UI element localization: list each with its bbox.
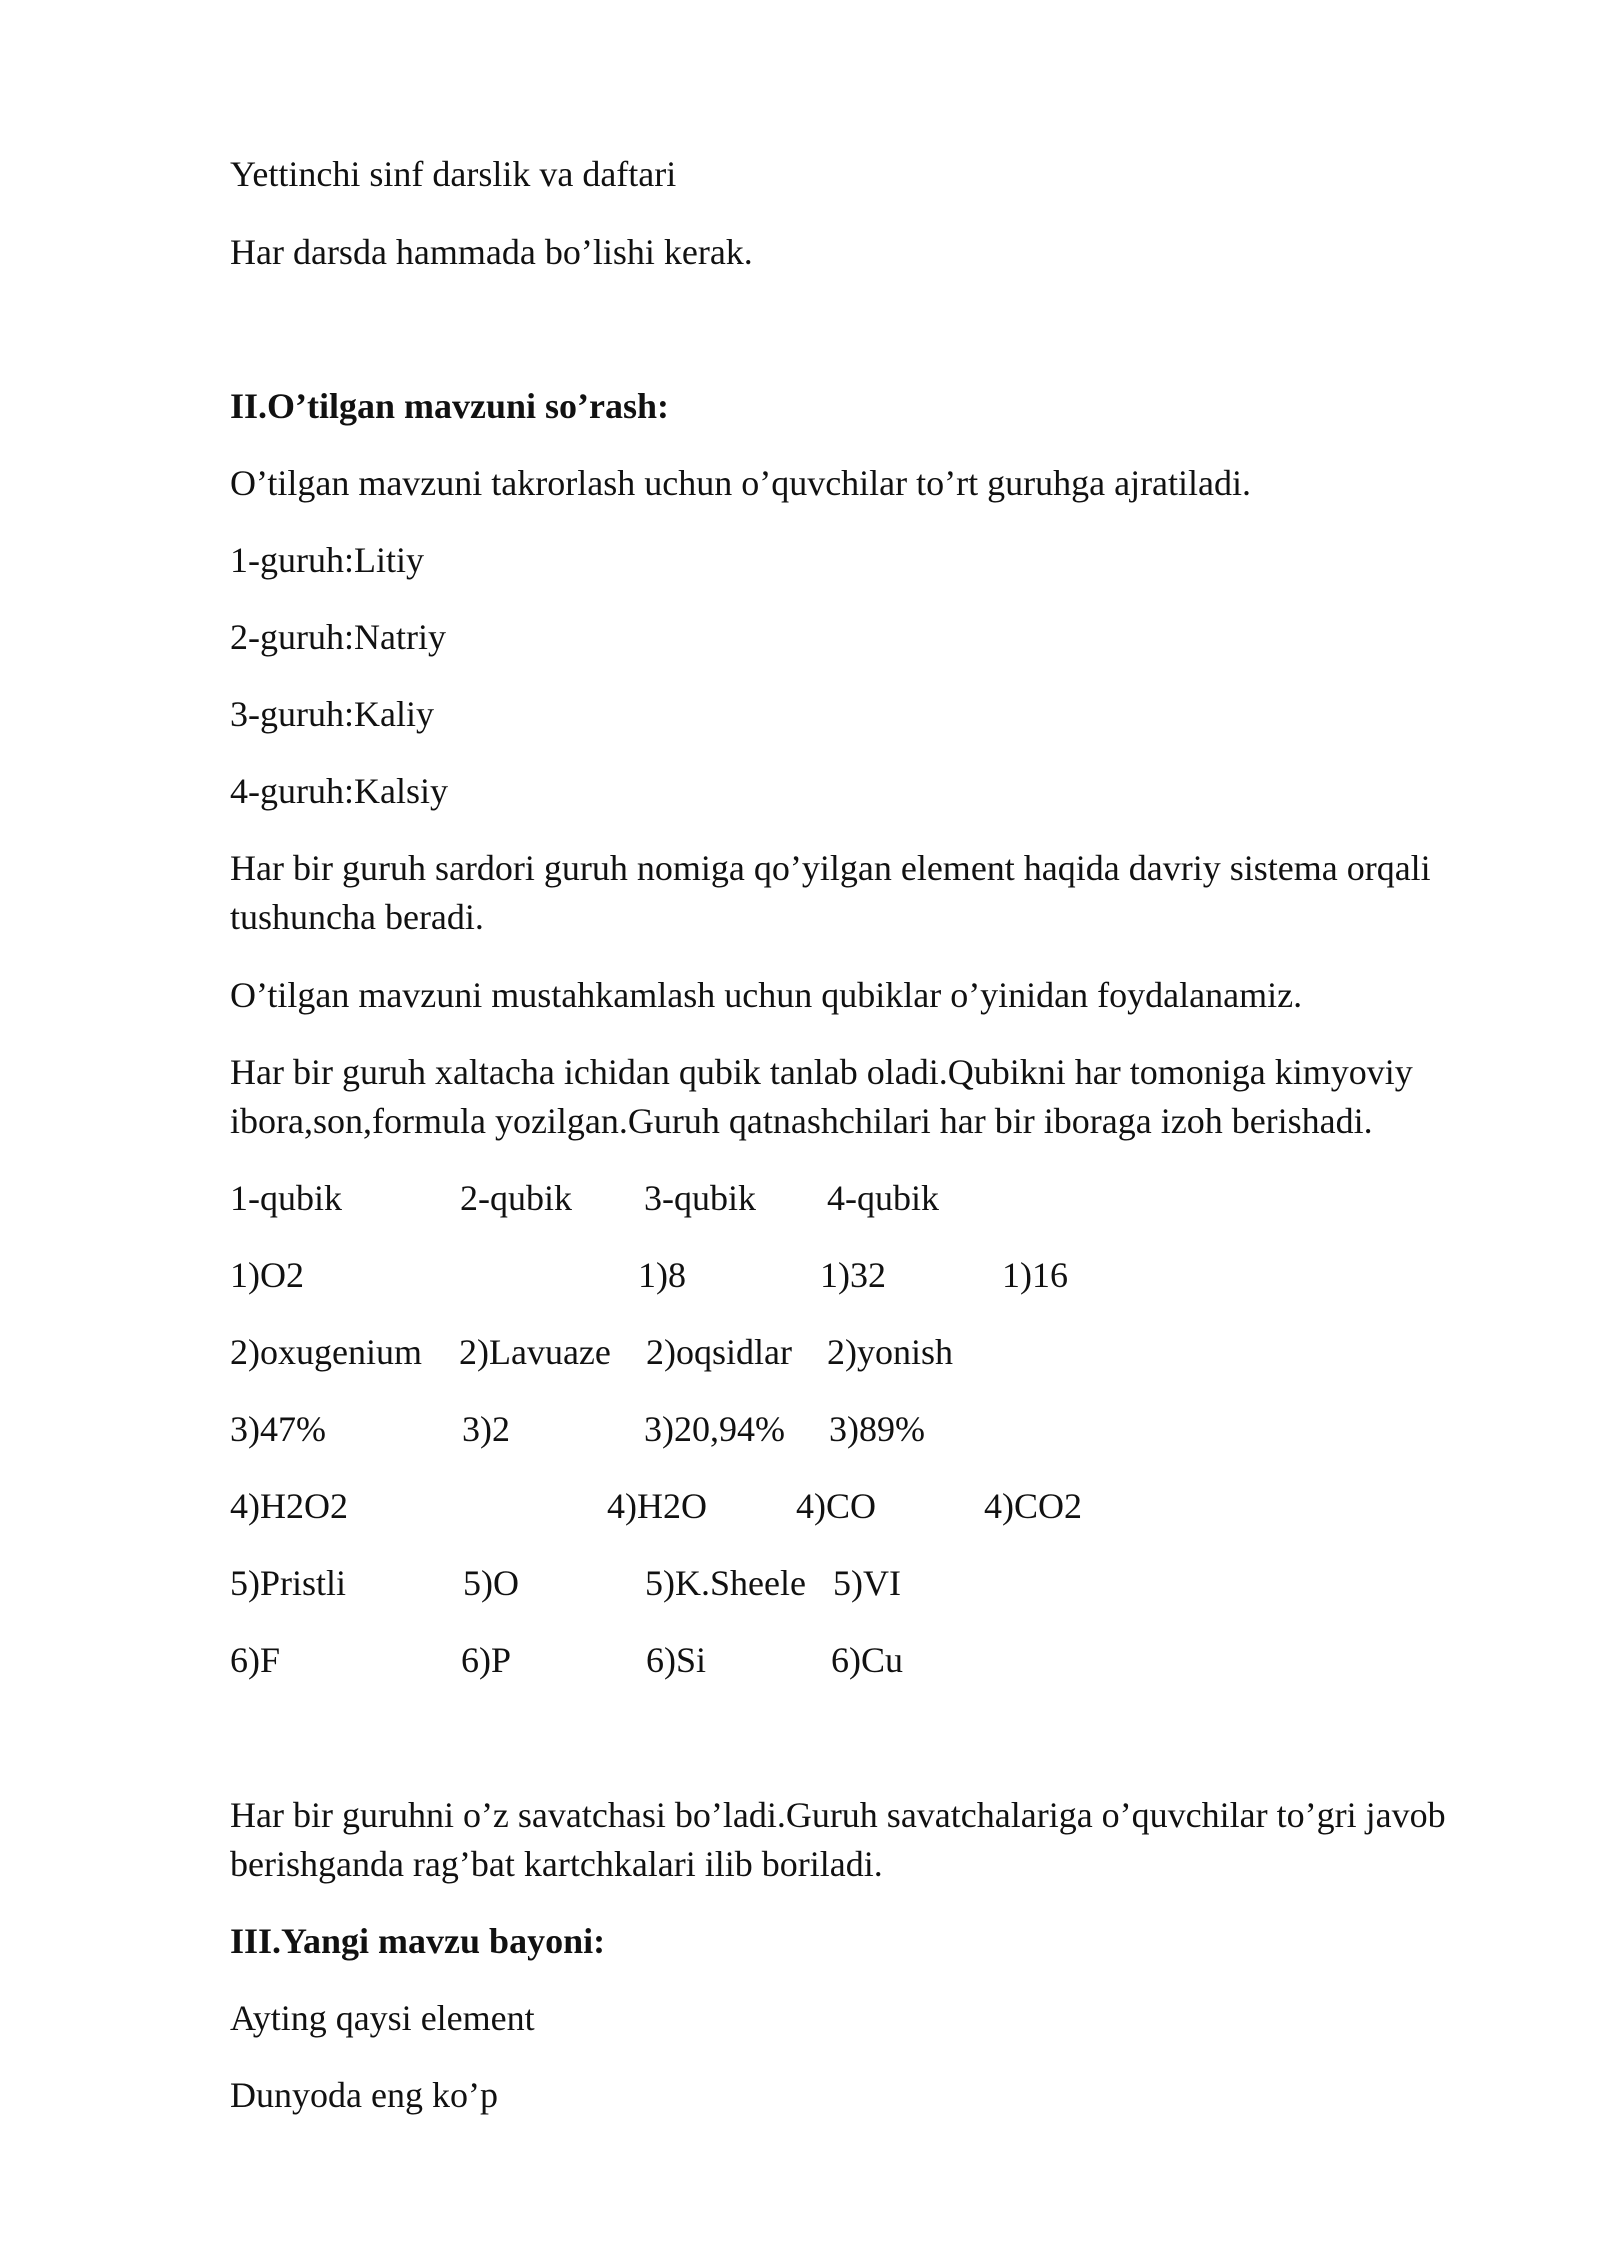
text-line-textbook: Yettinchi sinf darslik va daftari — [230, 154, 677, 194]
table-row — [0, 1559, 1600, 1608]
table-cell: 6)P — [461, 1640, 512, 1680]
cube-table-header — [0, 1174, 1600, 1223]
cube-header-4: 4-qubik — [827, 1178, 939, 1218]
table-cell: 3)20,94% — [644, 1409, 785, 1449]
group-item-3: 3-guruh:Kaliy — [230, 694, 434, 734]
table-cell: 2)Lavuaze — [459, 1332, 611, 1372]
table-row — [0, 1251, 1600, 1300]
table-row — [0, 1482, 1600, 1531]
table-cell: 4)H2O — [607, 1486, 707, 1526]
group-item-2: 2-guruh:Natriy — [230, 617, 446, 657]
section-heading-new-topic: III.Yangi mavzu bayoni: — [230, 1921, 606, 1961]
table-cell: 1)32 — [820, 1255, 886, 1295]
paragraph-intro: O’tilgan mavzuni takrorlash uchun o’quvchilar to’rt guruhga ajratiladi. — [230, 463, 1252, 503]
group-item-1: 1-guruh:Litiy — [230, 540, 424, 580]
table-cell: 4)H2O2 — [230, 1486, 348, 1526]
table-cell: 3)47% — [230, 1409, 326, 1449]
table-cell: 5)Pristli — [230, 1563, 347, 1603]
table-cell: 6)Cu — [831, 1640, 903, 1680]
table-row — [0, 1328, 1600, 1377]
table-row — [0, 1405, 1600, 1454]
cube-header-3: 3-qubik — [644, 1178, 756, 1218]
table-cell: 5)K.Sheele — [645, 1563, 806, 1603]
table-cell: 2)yonish — [827, 1332, 953, 1372]
table-cell: 1)16 — [1002, 1255, 1068, 1295]
table-row — [0, 1636, 1600, 1685]
table-cell: 2)oxugenium — [230, 1332, 422, 1372]
text-line-everyone: Har darsda hammada bo’lishi kerak. — [230, 232, 753, 272]
paragraph-cube-game: O’tilgan mavzuni mustahkamlash uchun qubiklar o’yinidan foydalanamiz. — [230, 975, 1303, 1015]
cube-header-2: 2-qubik — [460, 1178, 572, 1218]
table-cell: 3)2 — [462, 1409, 510, 1449]
text-line-which-element: Ayting qaysi element — [230, 1998, 535, 2038]
group-item-4: 4-guruh:Kalsiy — [230, 771, 448, 811]
table-cell: 6)Si — [646, 1640, 707, 1680]
table-cell: 3)89% — [829, 1409, 925, 1449]
table-cell: 4)CO2 — [984, 1486, 1082, 1526]
table-cell: 6)F — [230, 1640, 281, 1680]
table-cell: 1)O2 — [230, 1255, 304, 1295]
text-line-world-most: Dunyoda eng ko’p — [230, 2075, 498, 2115]
cube-header-1: 1-qubik — [230, 1178, 342, 1218]
paragraph-group-leader: Har bir guruh sardori guruh nomiga qo’yilgan element haqida davriy sistema orqali tushuncha beradi. — [230, 848, 1431, 937]
table-cell: 5)VI — [833, 1563, 901, 1603]
table-cell: 2)oqsidlar — [646, 1332, 792, 1372]
table-cell: 5)O — [463, 1563, 519, 1603]
table-cell: 4)CO — [796, 1486, 876, 1526]
paragraph-basket: Har bir guruhni o’z savatchasi bo’ladi.Guruh savatchalariga o’quvchilar to’gri javob berishganda rag’bat kartchkalari ilib boriladi. — [230, 1795, 1446, 1884]
paragraph-bag-selection: Har bir guruh xaltacha ichidan qubik tanlab oladi.Qubikni har tomoniga kimyoviy ibora,son,formula yozilgan.Guruh qatnashchilari har bir iboraga izoh berishadi. — [230, 1052, 1413, 1141]
section-heading-review: II.O’tilgan mavzuni so’rash: — [230, 386, 670, 426]
table-cell: 1)8 — [638, 1255, 686, 1295]
